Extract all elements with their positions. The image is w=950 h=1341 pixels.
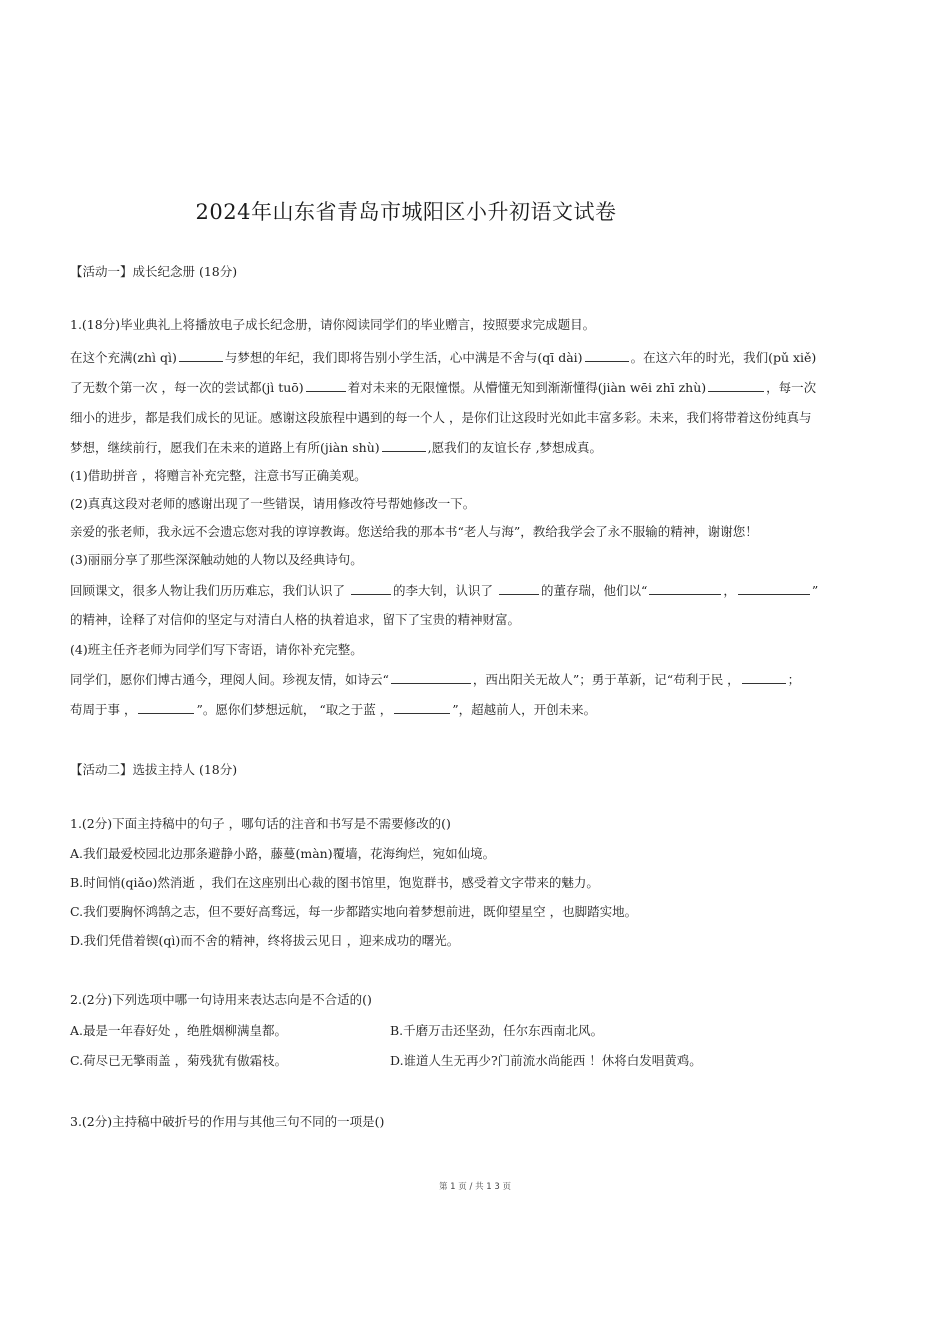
section-1-heading: 【活动一】成长纪念册 (18分) [70,264,238,279]
question-2-1-option-a: A.我们最爱校园北边那条避静小路，藤蔓(màn)覆墙，花海绚烂，宛如仙境。 [70,846,496,861]
answer-blank[interactable] [351,581,391,595]
question-2-1-option-b: B.时间悄(qiǎo)然消逝 ，我们在这座别出心裁的图书馆里，饱览群书，感受着文字带来的魅力。 [70,875,599,890]
answer-blank[interactable] [179,348,223,362]
paragraph-line-3: 细小的进步，都是我们成长的见证。感谢这段旅程中遇到的每一个人 ，是你们让这段时光如此丰富多彩。未来，我们将带着这份纯真与 [70,410,812,425]
paragraph-line-1: 在这个充满(zhì qì) 与梦想的年纪，我们即将告别小学生活，心中满是不舍与(qī dài) 。在这六年的时光，我们(pǔ xiě) [70,350,817,365]
answer-blank[interactable] [708,378,764,392]
page-footer: 第 1 页 / 共 1 3 页 [438,1182,511,1192]
answer-blank[interactable] [138,700,194,714]
sub-question-3-line-a: 回顾课文，很多人物让我们历历难忘，我们认识了 的李大钊，认识了 的董存瑞，他们以“ ， ” [70,583,819,598]
section-2-heading: 【活动二】选拔主持人 (18分) [70,762,238,777]
answer-blank[interactable] [742,670,786,684]
question-2-2-option-b: B.千磨万击还坚劲，任尔东西南北风。 [390,1023,604,1038]
question-1-stem: 1.(18分)毕业典礼上将播放电子成长纪念册，请你阅读同学们的毕业赠言，按照要求完成题目。 [70,317,596,332]
sub-question-4-line-a: 同学们，愿你们博古通今，理阅人间。珍视友情，如诗云“ ，西出阳关无故人”；勇于革新，记“苟利于民 ， ； [70,672,801,687]
answer-blank[interactable] [738,581,810,595]
paragraph-line-2: 了无数个第一次 ，每一次的尝试都(jì tuō) 着对未来的无限憧憬。从懵懂无知到渐渐懂得(jiàn wēi zhī zhù) ，每一次 [70,380,817,395]
sub-question-3: (3)丽丽分享了那些深深触动她的人物以及经典诗句。 [70,552,363,567]
sub-question-2: (2)真真这段对老师的感谢出现了一些错误，请用修改符号帮她修改一下。 [70,496,476,511]
paragraph-line-4: 梦想，继续前行，愿我们在未来的道路上有所(jiàn shù) ,愿我们的友谊长存 ,梦想成真。 [70,440,603,455]
answer-blank[interactable] [649,581,721,595]
question-2-1-option-c: C.我们要胸怀鸿鹄之志，但不要好高骛远，每一步都踏实地向着梦想前进，既仰望星空 ，也脚踏实地。 [70,904,638,919]
question-2-2-option-a: A.最是一年春好处 ，绝胜烟柳满皇都。 [70,1023,287,1038]
question-2-3-stem: 3.(2分)主持稿中破折号的作用与其他三句不同的一项是() [70,1114,385,1129]
sub-question-2-text: 亲爱的张老师，我永远不会遗忘您对我的谆谆教诲。您送给我的那本书“老人与海”，教给我学会了永不服输的精神，谢谢您！ [70,524,758,539]
question-2-1-option-d: D.我们凭借着锲(qì)而不舍的精神，终将拔云见日 ，迎来成功的曙光。 [70,933,460,948]
sub-question-3-line-b: 的精神，诠释了对信仰的坚定与对清白人格的执着追求，留下了宝贵的精神财富。 [70,612,521,627]
answer-blank[interactable] [382,438,426,452]
answer-blank[interactable] [391,670,471,684]
answer-blank[interactable] [585,348,629,362]
sub-question-4-line-b: 苟周于事 ， ”。愿你们梦想远航， “取之于蓝 ， ”，超越前人，开创未来。 [70,702,597,717]
question-2-2-option-d: D.谁道人生无再少?门前流水尚能西 ！休将白发唱黄鸡。 [390,1053,702,1068]
exam-title: 2024年山东省青岛市城阳区小升初语文试卷 [195,200,617,224]
answer-blank[interactable] [394,700,450,714]
question-2-2-stem: 2.(2分)下列选项中哪一句诗用来表达志向是不合适的() [70,992,372,1007]
sub-question-1: (1)借助拼音 ，将赠言补充完整，注意书写正确美观。 [70,468,367,483]
answer-blank[interactable] [499,581,539,595]
answer-blank[interactable] [306,378,346,392]
question-2-2-option-c: C.荷尽已无擎雨盖 ，菊残犹有傲霜枝。 [70,1053,288,1068]
sub-question-4: (4)班主任齐老师为同学们写下寄语，请你补充完整。 [70,642,363,657]
question-2-1-stem: 1.(2分)下面主持稿中的句子 ，哪句话的注音和书写是不需要修改的() [70,816,451,831]
